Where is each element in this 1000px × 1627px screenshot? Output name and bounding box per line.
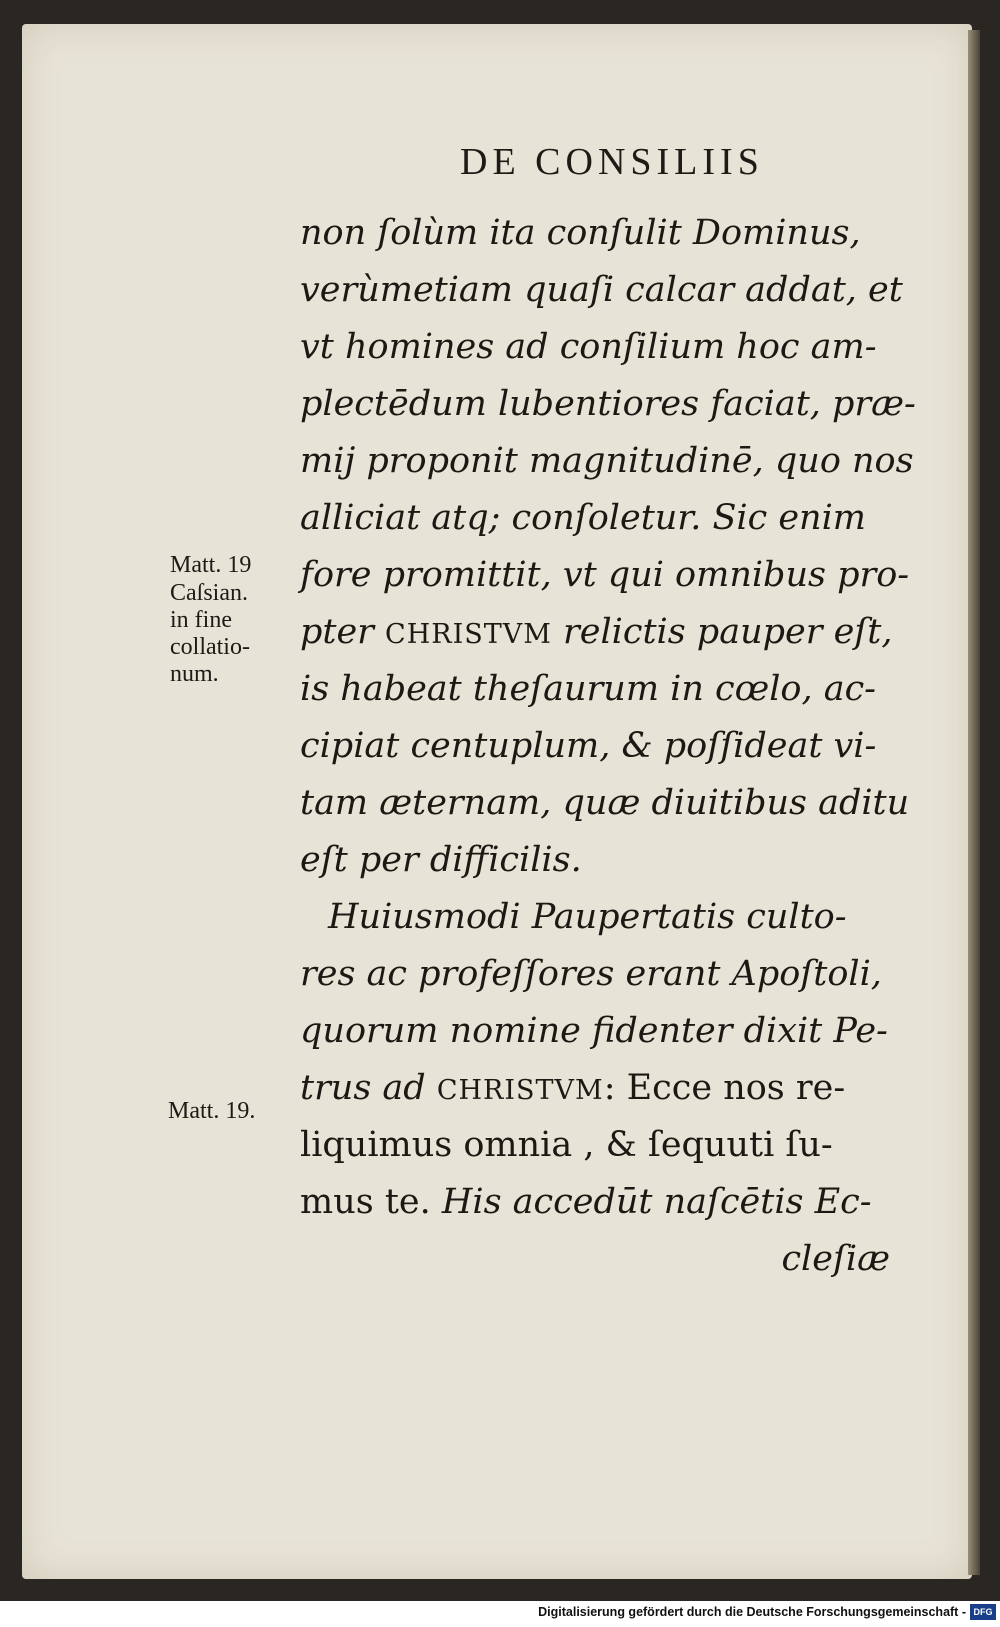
text-line: [300, 319, 950, 376]
text-run: alliciat atq; conſoletur. Sic enim: [300, 498, 866, 538]
text-run: cipiat centuplum, & poſſideat vi-: [300, 726, 877, 766]
text-run: relictis pauper eſt,: [551, 612, 893, 652]
text-run: His accedūt naſcētis Ec-: [441, 1182, 872, 1222]
text-line: [300, 205, 950, 262]
margin-note-line: Matt. 19: [170, 552, 252, 578]
text-run: non ſolùm ita conſulit Dominus,: [300, 213, 861, 253]
margin-note-cassian: [170, 580, 250, 688]
text-line: [300, 946, 950, 1003]
text-run: res ac profeſſores erant Apoſtoli,: [300, 954, 882, 994]
text-run: trus ad: [300, 1068, 437, 1108]
text-line: [300, 490, 950, 547]
text-line: [300, 889, 950, 946]
margin-note-matthew: [170, 552, 251, 579]
text-line: [300, 1003, 950, 1060]
text-line: [300, 1060, 950, 1117]
text-line: [300, 718, 950, 775]
text-run: mij proponit magnitudinē, quo nos: [300, 441, 914, 481]
text-line: [300, 604, 950, 661]
text-run: verùmetiam quaſi calcar addat, et: [300, 270, 903, 310]
text-run: quorum nomine fidenter dixit Pe-: [300, 1011, 888, 1051]
page-edge: [968, 30, 980, 1575]
dfg-logo: DFG: [970, 1604, 996, 1620]
margin-note-line: Matt. 19.: [168, 1098, 256, 1124]
text-run: CHRISTVM: [385, 619, 552, 650]
text-run: pter: [300, 612, 386, 652]
margin-note-matthew-2: [168, 1098, 255, 1125]
text-run: fore promittit, vt qui omnibus pro-: [300, 555, 910, 595]
text-line: [300, 376, 950, 433]
text-line: [300, 832, 950, 889]
text-line: [300, 1231, 950, 1288]
footer-credit: Digitalisierung gefördert durch die Deutsche Forschungsgemeinschaft -: [538, 1605, 966, 1619]
text-run: is habeat theſaurum in cœlo, ac-: [300, 669, 877, 709]
text-run: liquimus omnia , & ſequuti ſu-: [300, 1125, 833, 1165]
text-line: [300, 775, 950, 832]
text-line: [300, 433, 950, 490]
text-line: [300, 661, 950, 718]
running-header: DE CONSILIIS: [460, 141, 764, 183]
text-run: plectēdum lubentiores faciat, præ-: [300, 384, 916, 424]
text-line: [300, 547, 950, 604]
margin-note-line: Caſsian.: [170, 580, 248, 606]
text-line: [300, 262, 950, 319]
text-run: mus te.: [300, 1182, 442, 1222]
text-run: : Ecce nos re-: [603, 1068, 846, 1108]
text-run: eſt per difficilis.: [300, 840, 582, 880]
text-run: tam æternam, quæ diuitibus aditu: [300, 783, 910, 823]
text-line: [300, 1174, 950, 1231]
text-line: [300, 1117, 950, 1174]
margin-note-line: in fine: [170, 607, 232, 633]
margin-note-line: num.: [170, 661, 219, 687]
text-run: cleſiæ: [781, 1239, 890, 1279]
main-text-block: [300, 205, 950, 1288]
margin-note-line: collatio-: [170, 634, 250, 660]
text-run: CHRISTVM: [436, 1075, 604, 1106]
text-run: vt homines ad conſilium hoc am-: [300, 327, 877, 367]
text-run: Huiusmodi Paupertatis culto-: [328, 897, 847, 937]
